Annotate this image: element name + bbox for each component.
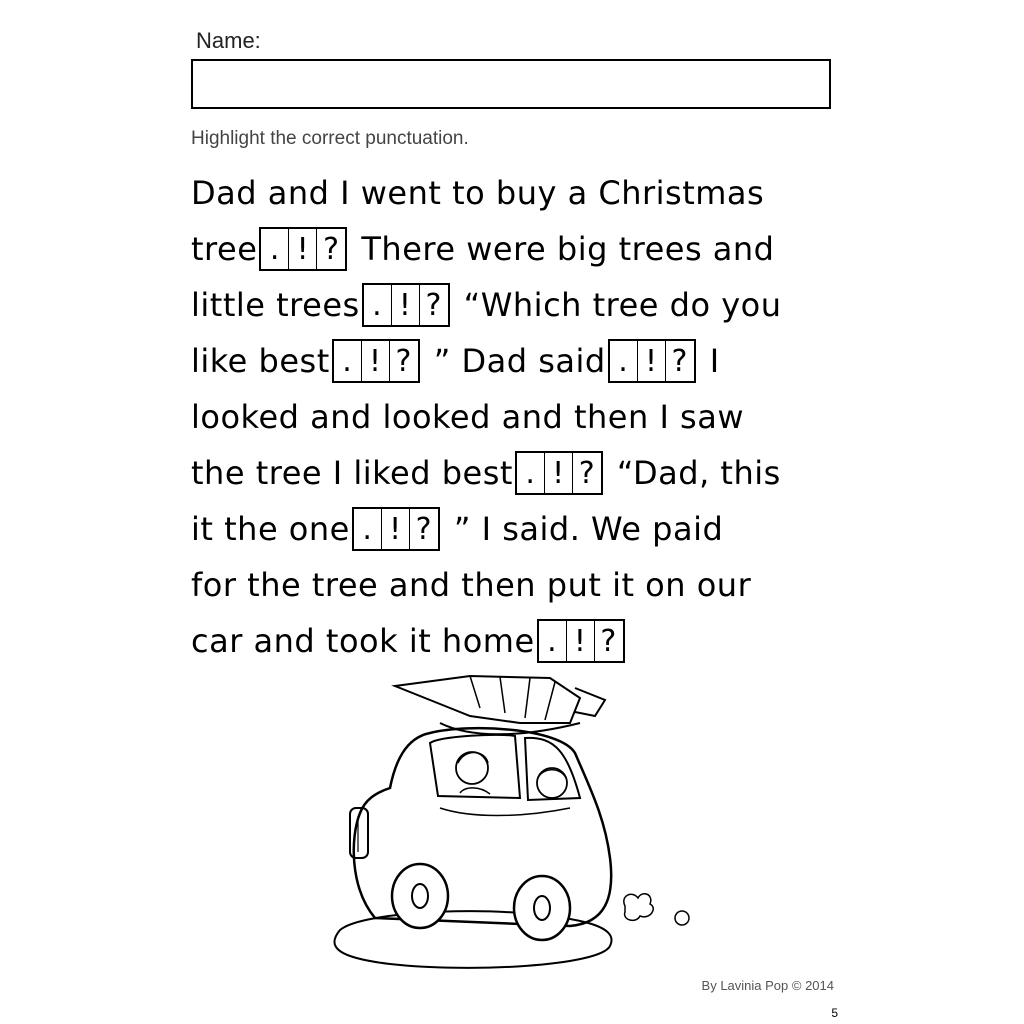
punctuation-option[interactable]: ? [415, 511, 433, 547]
punctuation-choice-group [515, 451, 603, 495]
punctuation-option[interactable]: . [539, 621, 567, 661]
punctuation-option[interactable]: ! [362, 341, 390, 381]
punctuation-option[interactable]: ? [671, 343, 688, 379]
story-text: tree [191, 230, 258, 268]
story-line [191, 504, 831, 554]
punctuation-choice-group [352, 507, 440, 551]
story-text: for the tree and then put it on our [191, 566, 752, 604]
punctuation-option[interactable]: . [334, 341, 362, 381]
punctuation-choice-group [537, 619, 625, 663]
punctuation-option[interactable]: ! [545, 453, 573, 493]
story-text: it the one [191, 510, 350, 548]
punctuation-option[interactable]: ! [567, 621, 595, 661]
story-text: “Dad, this [616, 454, 781, 492]
punctuation-option[interactable]: ! [382, 509, 410, 549]
story-line [191, 448, 831, 498]
punctuation-option[interactable]: ? [578, 455, 596, 491]
punctuation-option[interactable]: ! [392, 285, 420, 325]
story-text: I [709, 342, 720, 380]
punctuation-option[interactable]: ! [638, 341, 666, 381]
story-text: car and took it home [191, 622, 535, 660]
story-text: the tree I liked best [191, 454, 513, 492]
story-line [191, 280, 831, 330]
story-text: There were big trees and [361, 230, 775, 268]
punctuation-option[interactable]: . [261, 229, 289, 269]
car-with-christmas-tree-illustration [320, 668, 700, 988]
punctuation-option[interactable]: . [354, 509, 382, 549]
punctuation-option[interactable]: ! [289, 229, 317, 269]
story-line [191, 336, 831, 386]
story-line [191, 616, 831, 666]
punctuation-choice-group [259, 227, 347, 271]
punctuation-option[interactable]: ? [600, 623, 617, 659]
punctuation-choice-group [332, 339, 420, 383]
story-line [191, 560, 831, 610]
story-text: looked and looked and then I saw [191, 398, 744, 436]
story-text: ” Dad said [433, 342, 606, 380]
story-line [191, 168, 831, 218]
story-text: little trees [191, 286, 360, 324]
story-line [191, 224, 831, 274]
punctuation-choice-group [362, 283, 450, 327]
story-text: Dad and I went to buy a Christmas [191, 174, 765, 212]
punctuation-choice-group [608, 339, 696, 383]
name-label: Name: [196, 28, 261, 53]
instructions: Highlight the correct punctuation. [191, 128, 469, 149]
story-line [191, 392, 831, 442]
punctuation-option[interactable]: . [517, 453, 545, 493]
story-text: ” I said. We paid [453, 510, 724, 548]
story-text: like best [191, 342, 330, 380]
punctuation-option[interactable]: . [610, 341, 638, 381]
story-text: “Which tree do you [463, 286, 782, 324]
copyright-credit: By Lavinia Pop © 2014 [701, 978, 834, 993]
punctuation-option[interactable]: . [364, 285, 392, 325]
punctuation-option[interactable]: ? [323, 231, 340, 267]
punctuation-option[interactable]: ? [395, 343, 412, 379]
name-field[interactable] [191, 59, 831, 109]
page-number: 5 [831, 1006, 838, 1020]
punctuation-option[interactable]: ? [425, 287, 442, 323]
